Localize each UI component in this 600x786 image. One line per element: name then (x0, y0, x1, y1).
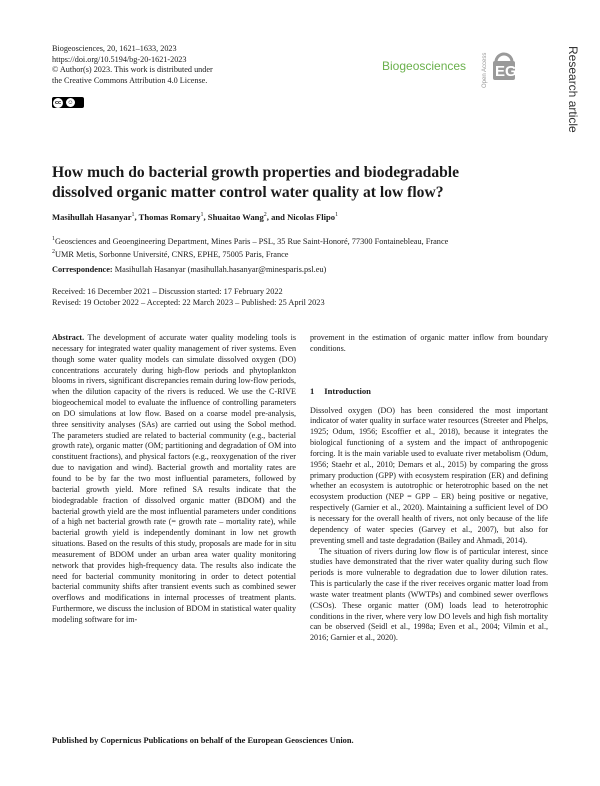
correspondence-email[interactable]: Masihullah Hasanyar (masihullah.hasanyar@minesparis.psl.eu) (114, 265, 327, 274)
paper-title: How much do bacterial growth properties and biodegradable dissolved organic matter control water quality at low flow? (52, 164, 460, 201)
journal-citation: Biogeosciences, 20, 1621–1633, 2023 (52, 44, 177, 53)
section-number: 1 (310, 385, 315, 396)
affiliation-item: $^2$UMR Metis, Sorbonne Université, CNRS, EPHE, 75005 Paris, France (52, 249, 289, 260)
intro-paragraph-2: The situation of rivers during low flow is of particular interest, since studies have demonstrated that the river water quality during such flow periods is more vulnerable to degradation due to lower dilution rates. This is particularly the case if the river receives organic matter load from waste water treatment plants (WWTPs) and combined sewer overflows (CSOs). These organic matter (OM) loads lead to heterotrophic conditions in the river, where very low DO levels and high fish mortality can be observed (Seidl et al., 1998a; Even et al., 2004; Vilmin et al., 2016; Garnier et al., 2020). (310, 546, 548, 643)
egu-text: EGU (495, 63, 528, 80)
correspondence-label: Correspondence: (52, 265, 113, 274)
doi-link[interactable]: https://doi.org/10.5194/bg-20-1621-2023 (52, 54, 187, 64)
intro-paragraph-1: Dissolved oxygen (DO) has been considered the most important indicator of water quality in surface water resources (Streeter and Phelps, 1925; Odum, 1956; Escoffier et al., 2018), because it integrates the biological functioning of a system and the impact of anthropogenic forcing. It is the main variable used to evaluate river metabolism (Odum, 1956; Staehr et al., 2010; Demars et al., 2015) by comparing the gross primary production (GPP) with ecosystem respiration (ER) and defining whether an ecosystem is autotrophic or heterotrophic based on the net ecosystem production (NEP = GPP – ER) being positive or negative, respectively (Garnier et al., 2020). Maintaining a sufficient level of DO is necessary for the overall health of rivers, not only because of the life dependency of water species (Garvey et al., 2007), but also for preventing smell and taste degradation (Bailey and Ahmadi, 2014). (310, 405, 548, 545)
citation-block (52, 44, 213, 86)
dates-published: Revised: 19 October 2022 – Accepted: 22 March 2023 – Published: 25 April 2023 (52, 298, 325, 307)
open-access-text: Open Access (482, 52, 488, 88)
affiliation-item: $^1$Geosciences and Geoengineering Department, Mines Paris – PSL, 35 Rue Saint-Honoré, 77300 Fontainebleau, France (52, 236, 449, 246)
author-name: Masihullah Hasanyar (52, 212, 132, 222)
cc-by-badge-icon[interactable]: cc ☺ (52, 97, 84, 108)
author-name: Thomas Romary (138, 212, 201, 222)
author-name: Nicolas Flipo (287, 212, 336, 222)
abstract-text: The development of accurate water quality modeling tools is necessary for integrated water quality management of river systems. Even though some water quality models can simulate dissolved oxygen (DO) concentrations accurately during high-flow periods and phytoplankton blooms in rivers, significant discrepancies remain during low-flow periods, when the dilution capacity of the rivers is reduced. We use the C-RIVE biogeochemical model to evaluate the influence of controlling parameters on DO simulations at low flow. Based on a coarse model pre-analysis, three sensitivity analyses (SAs) are carried out using the Sobol method. The parameters studied are related to bacterial community (e.g., bacterial growth rate), organic matter (OM; partitioning and degradation of OM into constituent fractions), and physical factors (e.g., reoxygenation of the river due to navigation and wind). Bacterial growth and mortality rates are found to be by far the two most influential parameters, followed by bacterial growth yield. More refined SA results indicate that the biodegradable fraction of dissolved organic matter (BDOM) and the bacterial growth yield are the most influential parameters under conditions of a high net bacterial growth rate (= growth rate – mortality rate), while bacterial growth yield is independently dominant in low net growth situations. Based on the results of this study, proposals are made for in situ measurement of BDOM under an urban area water quality monitoring network that provides high-frequency data. The results also indicate the need for bacterial community monitoring in order to detect potential bacterial community shifts after transient events such as combined sewer overflows and modifications in internal processes of treatment plants. Furthermore, we discuss the inclusion of BDOM in statistical water quality modeling software for im- (52, 333, 296, 624)
dates-received: Received: 16 December 2021 – Discussion started: 17 February 2022 (52, 287, 283, 296)
article-type-text: Research article (566, 46, 580, 133)
author-affiliation-mark: 1 (200, 212, 204, 219)
author-affiliation-mark: 1 (131, 212, 135, 219)
article-type-label (565, 44, 585, 154)
abstract (52, 333, 296, 626)
egu-logo (490, 44, 545, 84)
author-affiliation-mark: 1 (335, 212, 339, 219)
copyright-line: © Author(s) 2023. This work is distributed under (52, 65, 213, 75)
author-affiliation-mark: 2 (263, 212, 267, 219)
author-name: Shuaitao Wang (207, 212, 264, 222)
section-heading-introduction (310, 386, 548, 397)
open-access-label (479, 40, 488, 90)
correspondence (52, 265, 326, 274)
author-list: Masihullah Hasanyar$^1$, Thomas Romary$^1$, Shuaitao Wang$^2$, and Nicolas Flipo$^1$ (52, 212, 339, 222)
license-line: the Creative Commons Attribution 4.0 License. (52, 75, 208, 85)
abstract-continuation: provement in the estimation of organic matter inflow from boundary conditions. (310, 333, 548, 353)
affiliation-list (52, 234, 448, 261)
publication-dates (52, 286, 325, 308)
journal-name: Biogeosciences (382, 59, 467, 73)
egu-lock-icon (496, 54, 512, 62)
publisher-footer: Published by Copernicus Publications on behalf of the European Geosciences Union. (52, 736, 354, 745)
section-title: Introduction (324, 385, 371, 396)
right-column (310, 333, 548, 644)
abstract-label: Abstract. (52, 333, 85, 342)
